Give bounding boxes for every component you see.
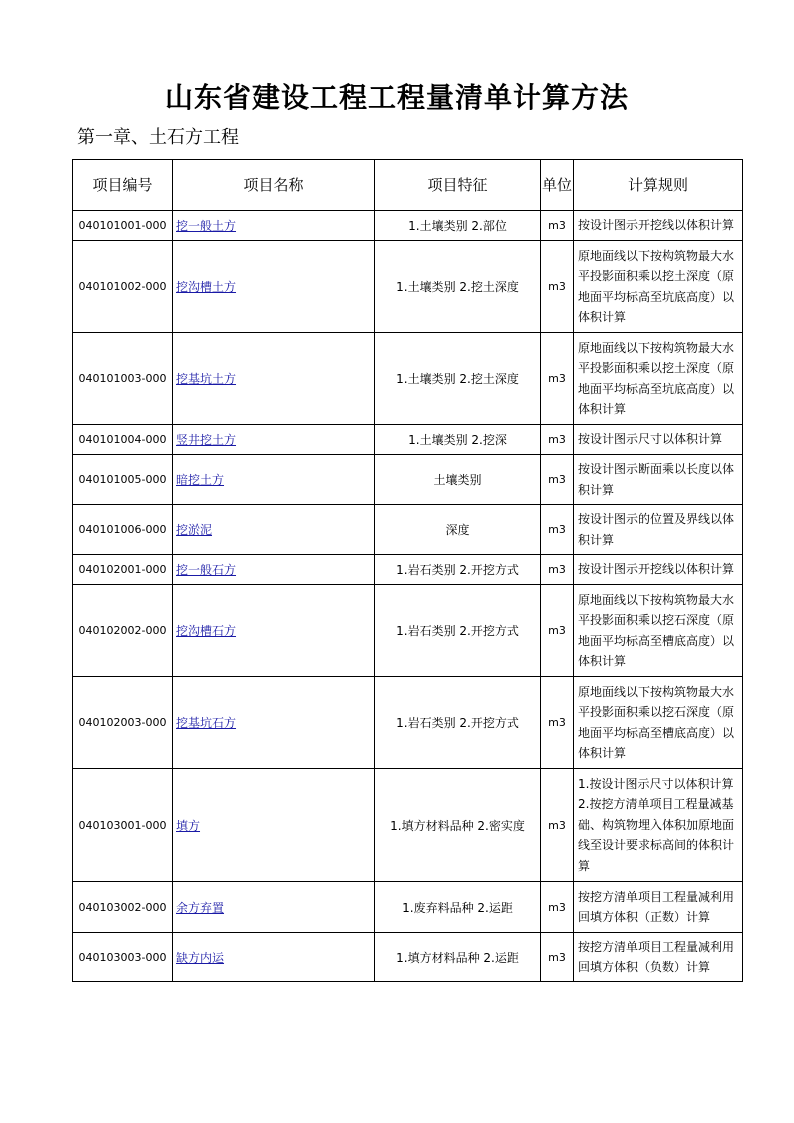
table-row	[73, 769, 743, 882]
item-name-cell	[173, 211, 375, 241]
item-rule: 按设计图示开挖线以体积计算	[574, 211, 743, 241]
item-unit: m3	[541, 333, 574, 425]
table-row	[73, 933, 743, 982]
item-name-link[interactable]: 挖一般土方	[176, 219, 237, 233]
item-unit: m3	[541, 211, 574, 241]
table-row	[73, 211, 743, 241]
header-code: 项目编号	[73, 160, 173, 211]
item-unit: m3	[541, 455, 574, 505]
item-rule: 按设计图示的位置及界线以体积计算	[574, 505, 743, 555]
document-title: 山东省建设工程工程量清单计算方法	[164, 81, 629, 114]
item-unit: m3	[541, 677, 574, 769]
item-code: 040102003-000	[73, 677, 173, 769]
item-code: 040101003-000	[73, 333, 173, 425]
item-name-link[interactable]: 挖淤泥	[176, 523, 213, 537]
item-feature: 土壤类别	[375, 455, 541, 505]
header-name: 项目名称	[173, 160, 375, 211]
item-name-cell	[173, 769, 375, 882]
item-rule: 原地面线以下按构筑物最大水平投影面积乘以挖土深度（原地面平均标高至坑底高度）以体积计算	[574, 333, 743, 425]
item-name-cell	[173, 425, 375, 455]
header-unit: 单位	[541, 160, 574, 211]
item-code: 040102002-000	[73, 585, 173, 677]
item-name-cell	[173, 585, 375, 677]
header-rule: 计算规则	[574, 160, 743, 211]
item-name-link[interactable]: 缺方内运	[176, 950, 225, 965]
item-feature: 1.土壤类别 2.挖土深度	[375, 241, 541, 333]
item-name-link[interactable]: 挖沟槽石方	[176, 624, 237, 638]
table-row	[73, 425, 743, 455]
table-row	[73, 455, 743, 505]
item-feature: 1.填方材料品种 2.密实度	[375, 769, 541, 882]
item-rule: 原地面线以下按构筑物最大水平投影面积乘以挖石深度（原地面平均标高至槽底高度）以体积计算	[574, 585, 743, 677]
item-unit: m3	[541, 769, 574, 882]
item-rule: 原地面线以下按构筑物最大水平投影面积乘以挖石深度（原地面平均标高至槽底高度）以体积计算	[574, 677, 743, 769]
item-name-link[interactable]: 挖沟槽土方	[176, 280, 237, 294]
item-name-cell	[173, 333, 375, 425]
item-rule: 按设计图示开挖线以体积计算	[574, 555, 743, 585]
item-name-link[interactable]: 挖基坑土方	[176, 372, 237, 386]
item-unit: m3	[541, 585, 574, 677]
item-name-cell	[173, 505, 375, 555]
item-unit: m3	[541, 882, 574, 933]
table-row	[73, 585, 743, 677]
item-rule: 按设计图示断面乘以长度以体积计算	[574, 455, 743, 505]
quantity-rules-table	[72, 159, 743, 982]
item-code: 040101005-000	[73, 455, 173, 505]
item-unit: m3	[541, 505, 574, 555]
item-rule: 按挖方清单项目工程量减利用回填方体积（正数）计算	[574, 882, 743, 933]
item-name-link[interactable]: 暗挖土方	[176, 473, 225, 487]
item-name-link[interactable]: 竖井挖土方	[176, 433, 237, 447]
item-code: 040101004-000	[73, 425, 173, 455]
item-rule: 1.按设计图示尺寸以体积计算 2.按挖方清单项目工程量减基础、构筑物埋入体积加原地面线至设计要求标高间的体积计算	[574, 769, 743, 882]
item-code: 040101006-000	[73, 505, 173, 555]
item-name-cell	[173, 555, 375, 585]
item-name-cell	[173, 455, 375, 505]
item-name-cell	[173, 882, 375, 933]
table-row	[73, 555, 743, 585]
item-name-cell	[173, 241, 375, 333]
item-code: 040103003-000	[73, 933, 173, 982]
item-unit: m3	[541, 933, 574, 982]
table-row	[73, 882, 743, 933]
item-name-cell	[173, 933, 375, 982]
item-feature: 1.岩石类别 2.开挖方式	[375, 585, 541, 677]
item-rule: 原地面线以下按构筑物最大水平投影面积乘以挖土深度（原地面平均标高至坑底高度）以体积计算	[574, 241, 743, 333]
item-unit: m3	[541, 241, 574, 333]
table-row	[73, 677, 743, 769]
header-feature: 项目特征	[375, 160, 541, 211]
item-name-link[interactable]: 挖一般石方	[176, 563, 237, 577]
item-rule: 按挖方清单项目工程量减利用回填方体积（负数）计算	[574, 933, 743, 982]
item-feature: 1.土壤类别 2.挖土深度	[375, 333, 541, 425]
item-feature: 1.岩石类别 2.开挖方式	[375, 677, 541, 769]
item-feature: 1.土壤类别 2.部位	[375, 211, 541, 241]
item-code: 040103001-000	[73, 769, 173, 882]
item-code: 040102001-000	[73, 555, 173, 585]
item-unit: m3	[541, 425, 574, 455]
item-feature: 1.岩石类别 2.开挖方式	[375, 555, 541, 585]
item-unit: m3	[541, 555, 574, 585]
table-header-row	[73, 160, 743, 211]
item-code: 040101001-000	[73, 211, 173, 241]
item-code: 040103002-000	[73, 882, 173, 933]
item-feature: 1.废弃料品种 2.运距	[375, 882, 541, 933]
item-name-link[interactable]: 填方	[176, 818, 201, 833]
chapter-heading: 第一章、土石方工程	[77, 127, 239, 148]
item-feature: 深度	[375, 505, 541, 555]
item-name-cell	[173, 677, 375, 769]
item-name-link[interactable]: 余方弃置	[176, 900, 225, 915]
table-row	[73, 241, 743, 333]
table-row	[73, 505, 743, 555]
item-rule: 按设计图示尺寸以体积计算	[574, 425, 743, 455]
item-feature: 1.土壤类别 2.挖深	[375, 425, 541, 455]
item-code: 040101002-000	[73, 241, 173, 333]
table-row	[73, 333, 743, 425]
item-name-link[interactable]: 挖基坑石方	[176, 716, 237, 730]
item-feature: 1.填方材料品种 2.运距	[375, 933, 541, 982]
